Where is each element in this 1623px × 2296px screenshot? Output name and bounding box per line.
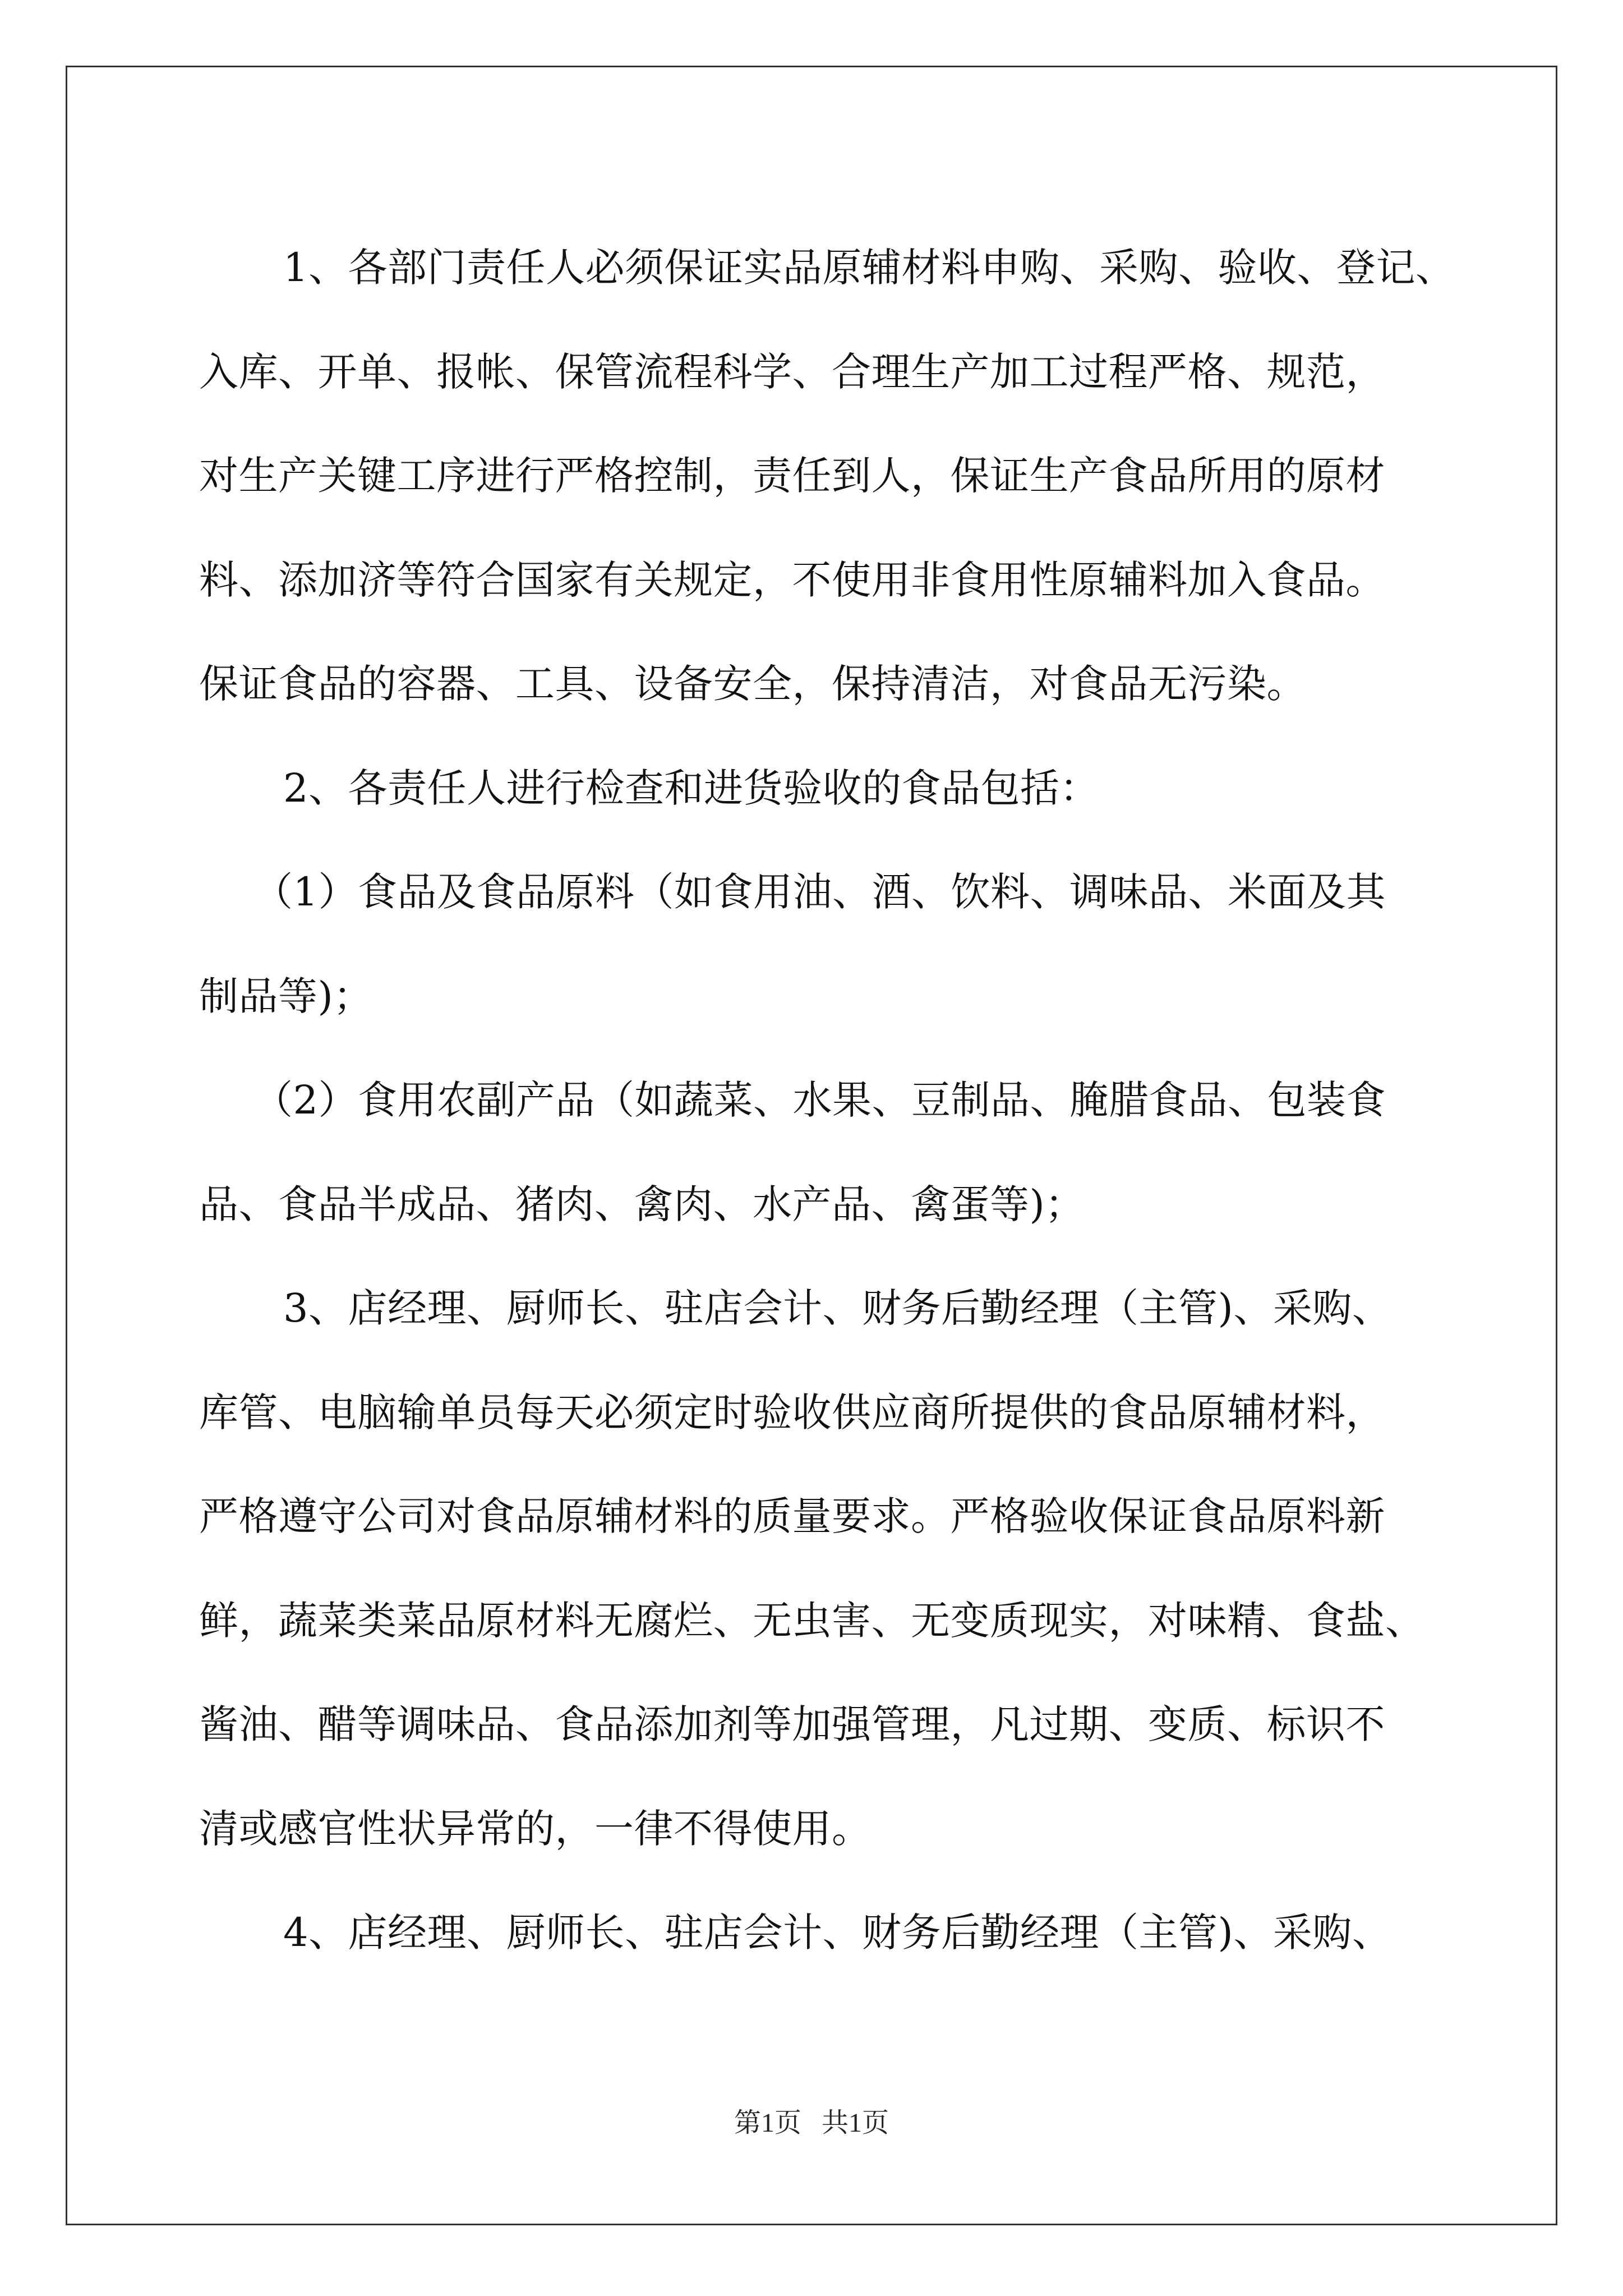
document-body (199, 216, 1455, 1985)
text-line: 入库、开单、报帐、保管流程科学、合理生产加工过程严格、规范， (199, 348, 1385, 395)
text-line: 对生产关键工序进行严格控制，责任到人，保证生产食品所用的原材 (199, 453, 1385, 499)
text-line: 制品等)； (199, 973, 373, 1019)
text-line: 清或感官性状异常的，一律不得使用。 (199, 1805, 872, 1852)
text-line: （2）食用农副产品（如蔬菜、水果、豆制品、腌腊食品、包装食 (253, 1077, 1386, 1123)
text-line: 料、添加济等符合国家有关规定，不使用非食用性原辅料加入食品。 (199, 556, 1385, 603)
text-line: 严格遵守公司对食品原辅材料的质量要求。严格验收保证食品原料新 (199, 1493, 1385, 1539)
page-footer (0, 2101, 1623, 2139)
text-line: 1、各部门责任人必须保证实品原辅材料申购、采购、验收、登记、 (283, 245, 1455, 291)
text-line: 库管、电脑输单员每天必须定时验收供应商所提供的食品原辅材料， (199, 1389, 1385, 1435)
text-line: 2、各责任人进行检查和进货验收的食品包括： (283, 765, 1100, 811)
text-line: 品、食品半成品、猪肉、禽肉、水产品、禽蛋等)； (199, 1181, 1085, 1227)
text-line: 鲜，蔬菜类菜品原材料无腐烂、无虫害、无变质现实，对味精、食盐、 (199, 1597, 1425, 1644)
text-line: 4、店经理、厨师长、驻店会计、财务后勤经理（主管)、采购、 (283, 1910, 1392, 1955)
text-line: 3、店经理、厨师长、驻店会计、财务后勤经理（主管)、采购、 (283, 1285, 1392, 1331)
page-number: 第1页 共1页 (734, 2108, 889, 2138)
text-line: （1）食品及食品原料（如食用油、酒、饮料、调味品、米面及其 (253, 869, 1386, 915)
text-line: 保证食品的容器、工具、设备安全，保持清洁，对食品无污染。 (199, 661, 1306, 707)
text-line: 酱油、醋等调味品、食品添加剂等加强管理，凡过期、变质、标识不 (199, 1701, 1385, 1747)
